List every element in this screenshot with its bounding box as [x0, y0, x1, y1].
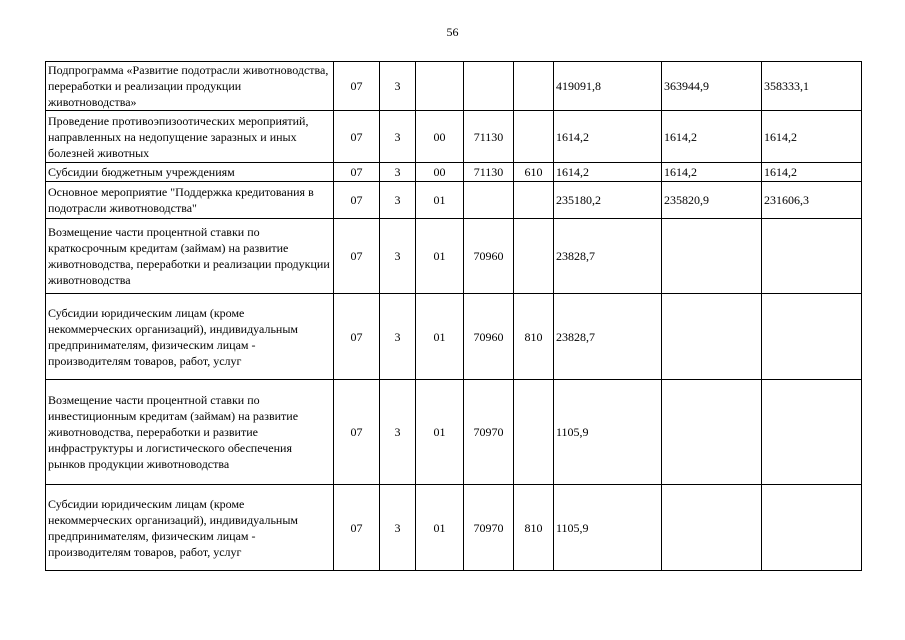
- amount-year-2: [662, 219, 762, 294]
- table-row: [46, 380, 862, 485]
- direction-code: 70960: [464, 219, 514, 294]
- table-row: [46, 485, 862, 571]
- direction-code: [464, 182, 514, 219]
- amount-year-2: [662, 380, 762, 485]
- expense-type: [514, 380, 554, 485]
- direction-code: 70970: [464, 380, 514, 485]
- section-code: 07: [334, 294, 380, 380]
- amount-year-1: 1105,9: [554, 485, 662, 571]
- row-name: Возмещение части процентной ставки по краткосрочным кредитам (займам) на развитие животноводства, переработки и реализации продукции животноводства: [46, 219, 334, 294]
- section-code: 07: [334, 219, 380, 294]
- event-code: 01: [416, 219, 464, 294]
- row-name: Возмещение части процентной ставки по инвестиционным кредитам (займам) на развитие животноводства, переработки и развитие инфраструктуры и логистического обеспечения рынков продукции животноводства: [46, 380, 334, 485]
- direction-code: 70960: [464, 294, 514, 380]
- row-name: Проведение противоэпизоотических мероприятий, направленных на недопущение заразных и иных болезней животных: [46, 111, 334, 163]
- expense-type: 810: [514, 485, 554, 571]
- subprogram-code: 3: [380, 219, 416, 294]
- event-code: [416, 62, 464, 111]
- row-name: Субсидии юридическим лицам (кроме некоммерческих организаций), индивидуальным предпринимателям, физическим лицам - производителям товаров, работ, услуг: [46, 294, 334, 380]
- table-row: [46, 294, 862, 380]
- expense-type: [514, 111, 554, 163]
- amount-year-2: 1614,2: [662, 111, 762, 163]
- event-code: 00: [416, 111, 464, 163]
- expense-type: 810: [514, 294, 554, 380]
- amount-year-3: [762, 380, 862, 485]
- row-name: Субсидии бюджетным учреждениям: [46, 163, 334, 182]
- expense-type: [514, 182, 554, 219]
- table-row: [46, 163, 862, 182]
- row-name: Основное мероприятие "Поддержка кредитования в подотрасли животноводства": [46, 182, 334, 219]
- direction-code: 71130: [464, 163, 514, 182]
- section-code: 07: [334, 182, 380, 219]
- section-code: 07: [334, 62, 380, 111]
- expense-type: 610: [514, 163, 554, 182]
- table-row: [46, 219, 862, 294]
- subprogram-code: 3: [380, 62, 416, 111]
- direction-code: 70970: [464, 485, 514, 571]
- amount-year-1: 235180,2: [554, 182, 662, 219]
- direction-code: 71130: [464, 111, 514, 163]
- subprogram-code: 3: [380, 111, 416, 163]
- amount-year-1: 1614,2: [554, 163, 662, 182]
- amount-year-1: 1105,9: [554, 380, 662, 485]
- table-row: [46, 111, 862, 163]
- amount-year-3: 1614,2: [762, 111, 862, 163]
- amount-year-3: [762, 219, 862, 294]
- section-code: 07: [334, 380, 380, 485]
- amount-year-2: 363944,9: [662, 62, 762, 111]
- subprogram-code: 3: [380, 485, 416, 571]
- event-code: 01: [416, 380, 464, 485]
- amount-year-1: 23828,7: [554, 219, 662, 294]
- amount-year-2: [662, 485, 762, 571]
- section-code: 07: [334, 163, 380, 182]
- direction-code: [464, 62, 514, 111]
- event-code: 00: [416, 163, 464, 182]
- subprogram-code: 3: [380, 182, 416, 219]
- section-code: 07: [334, 111, 380, 163]
- amount-year-1: 419091,8: [554, 62, 662, 111]
- page-number: 56: [446, 25, 459, 39]
- amount-year-3: [762, 294, 862, 380]
- event-code: 01: [416, 182, 464, 219]
- event-code: 01: [416, 485, 464, 571]
- amount-year-2: 235820,9: [662, 182, 762, 219]
- amount-year-3: 231606,3: [762, 182, 862, 219]
- subprogram-code: 3: [380, 163, 416, 182]
- amount-year-1: 23828,7: [554, 294, 662, 380]
- row-name: Субсидии юридическим лицам (кроме некоммерческих организаций), индивидуальным предпринимателям, физическим лицам - производителям товаров, работ, услуг: [46, 485, 334, 571]
- table-row: [46, 62, 862, 111]
- section-code: 07: [334, 485, 380, 571]
- amount-year-3: 1614,2: [762, 163, 862, 182]
- amount-year-1: 1614,2: [554, 111, 662, 163]
- amount-year-3: [762, 485, 862, 571]
- amount-year-3: 358333,1: [762, 62, 862, 111]
- amount-year-2: [662, 294, 762, 380]
- expense-type: [514, 62, 554, 111]
- row-name: Подпрограмма «Развитие подотрасли животноводства, переработки и реализации продукции животноводства»: [46, 62, 334, 111]
- table-row: [46, 182, 862, 219]
- expense-type: [514, 219, 554, 294]
- event-code: 01: [416, 294, 464, 380]
- subprogram-code: 3: [380, 380, 416, 485]
- budget-table: [45, 61, 862, 571]
- subprogram-code: 3: [380, 294, 416, 380]
- amount-year-2: 1614,2: [662, 163, 762, 182]
